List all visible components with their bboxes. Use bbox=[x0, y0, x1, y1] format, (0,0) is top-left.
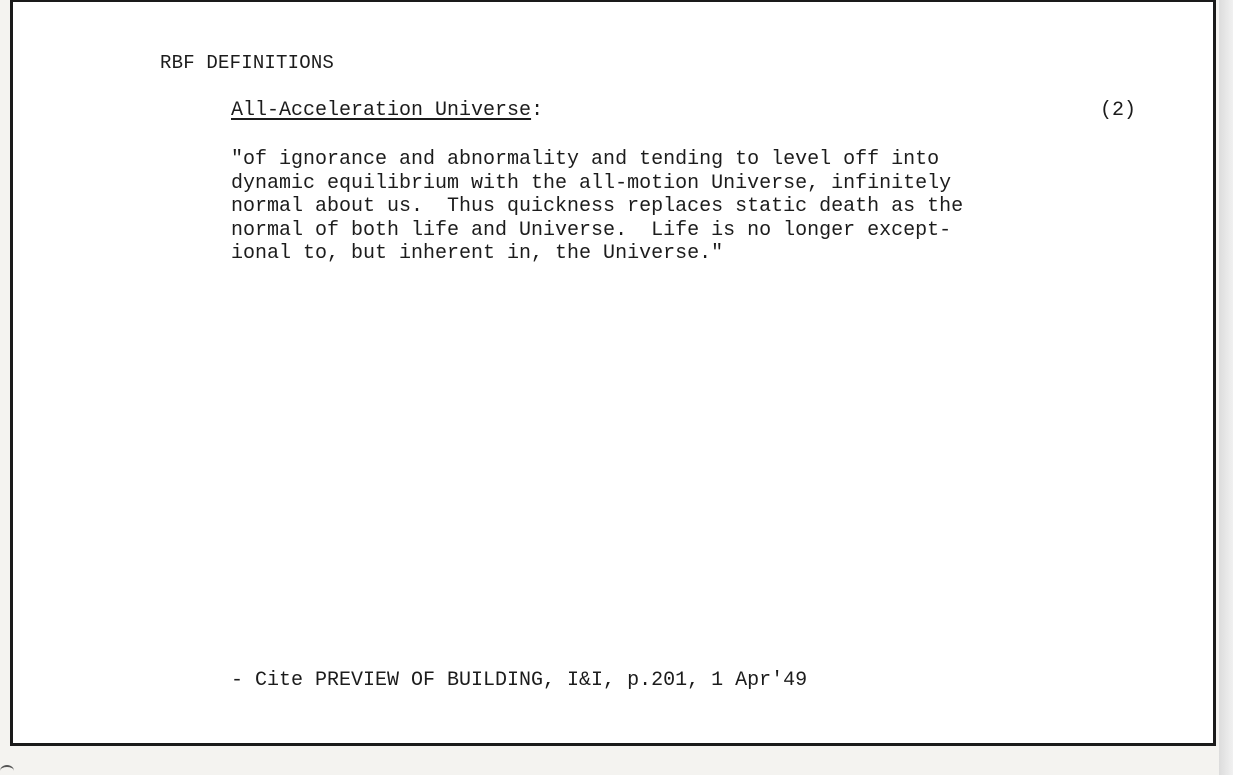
term-colon: : bbox=[531, 99, 544, 122]
definition-term: All-Acceleration Universe bbox=[231, 99, 532, 122]
corner-mark bbox=[0, 765, 14, 775]
index-card bbox=[10, 0, 1216, 746]
citation: - Cite PREVIEW OF BUILDING, I&I, p.201, 1 Apr'49 bbox=[231, 669, 808, 692]
card-number: (2) bbox=[1099, 99, 1136, 122]
definition-term-line bbox=[231, 99, 543, 122]
quote-line: ional to, but inherent in, the Universe." bbox=[231, 242, 724, 265]
quote-line: dynamic equilibrium with the all-motion Universe, infinitely bbox=[231, 171, 952, 195]
page-edge-shadow bbox=[1219, 0, 1233, 775]
card-header: RBF DEFINITIONS bbox=[160, 52, 335, 74]
definition-quote bbox=[231, 148, 1131, 266]
quote-line: "of ignorance and abnormality and tending to level off into bbox=[231, 148, 940, 171]
quote-line: normal about us. Thus quickness replaces static death as the bbox=[231, 195, 964, 218]
quote-line: normal of both life and Universe. Life is no longer except- bbox=[231, 218, 952, 242]
